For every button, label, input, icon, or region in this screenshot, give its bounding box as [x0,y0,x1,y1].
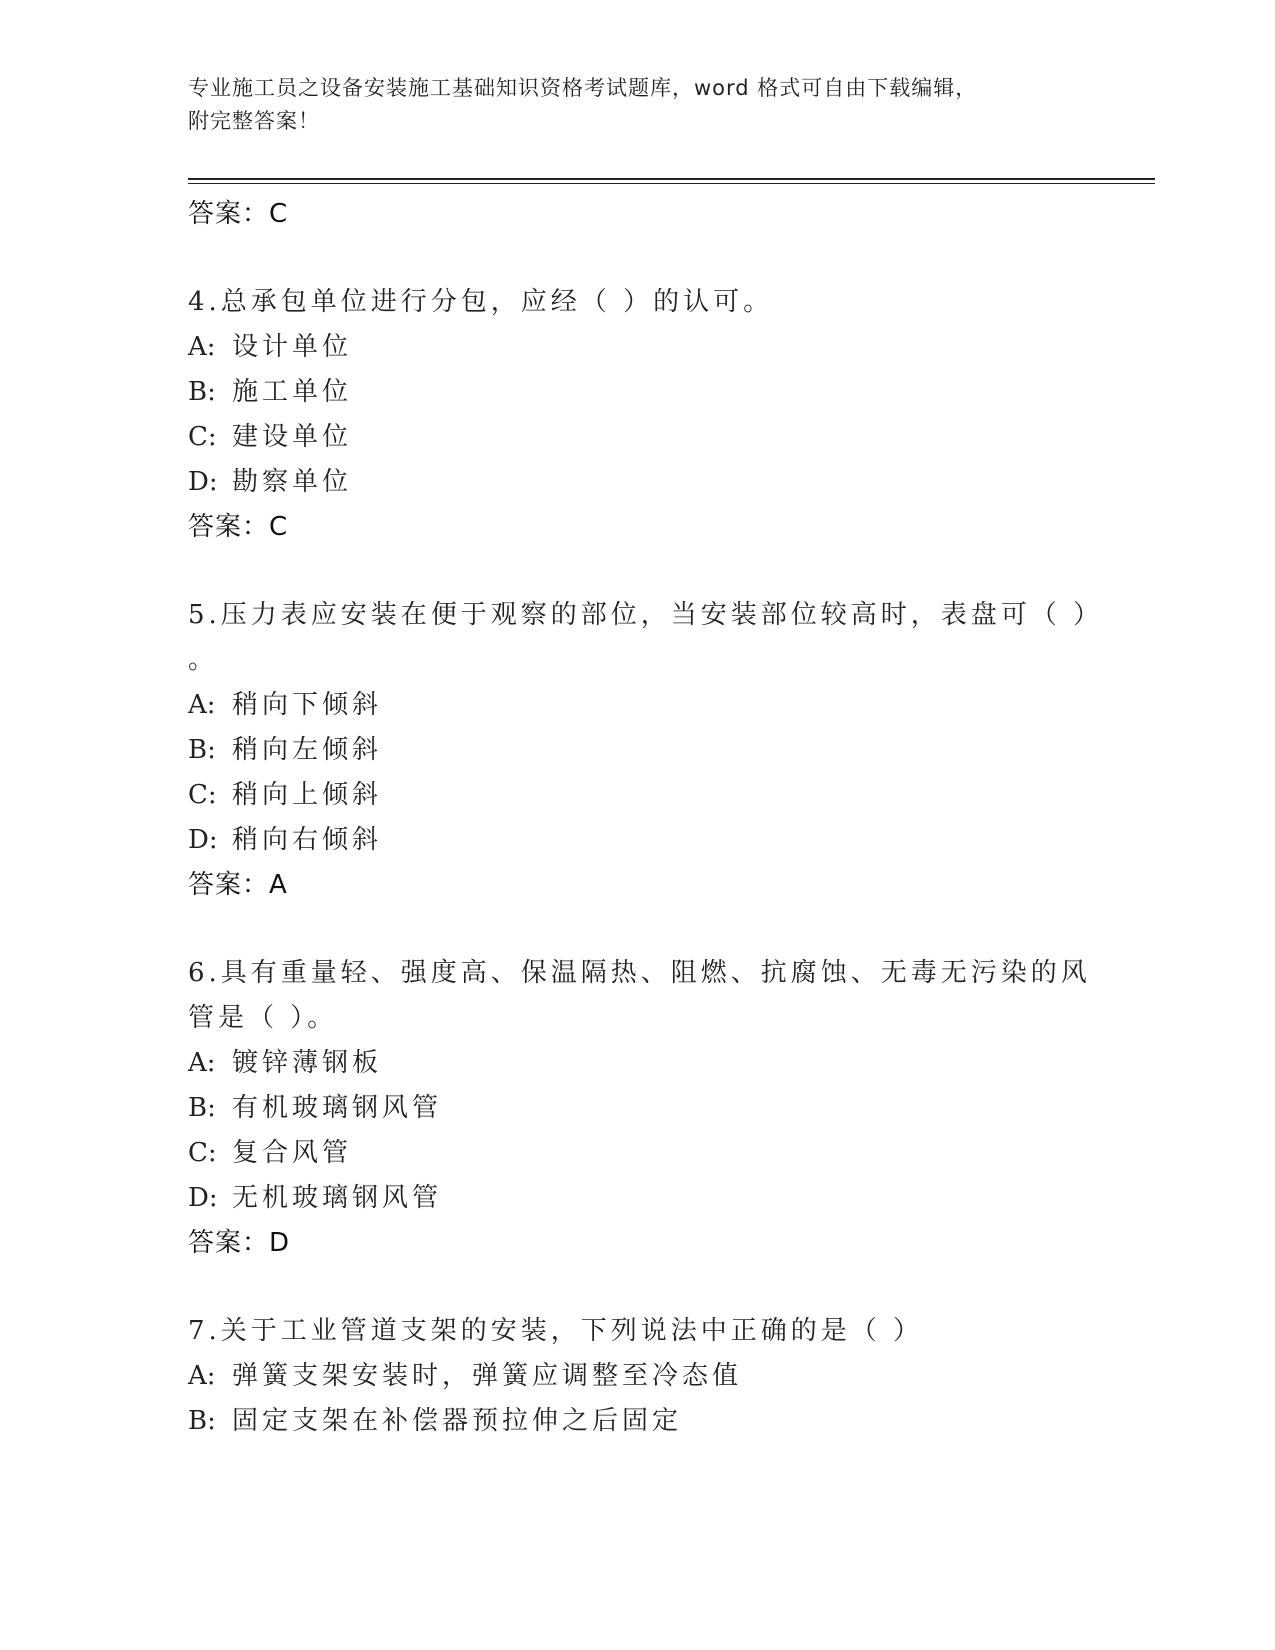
option-text: 无机玻璃钢风管 [232,1183,443,1213]
option-text: 弹簧支架安装时，弹簧应调整至冷态值 [232,1361,743,1391]
answer-value: C [269,512,289,542]
option-letter: B: [188,735,216,765]
option-c [188,415,1088,460]
question-text: 5.压力表应安装在便于观察的部位，当安装部位较高时，表盘可（ ） [188,600,1104,630]
option-letter: D: [188,1183,218,1213]
question-content [188,192,1104,1444]
question-text: 4.总承包单位进行分包，应经（ ）的认可。 [188,287,774,317]
option-text: 施工单位 [232,377,353,407]
option-text: 稍向上倾斜 [232,780,383,810]
question-text: 6.具有重量轻、强度高、保温隔热、阻燃、抗腐蚀、无毒无污染的风 [188,958,1091,988]
document-header [188,72,1088,138]
option-letter: B: [188,1093,216,1123]
option-a [188,325,1088,370]
question-block [188,1309,1088,1444]
answer-label: 答案： [188,512,270,542]
question-text: 7.关于工业管道支架的安装，下列说法中正确的是（ ） [188,1316,924,1346]
option-d [188,818,1088,863]
answer-line [188,1221,1088,1266]
option-text: 稍向右倾斜 [232,825,383,855]
option-b [188,370,1088,415]
option-letter: A: [188,690,216,720]
answer-label: 答案： [188,870,270,900]
header-rule-thin [188,183,1155,184]
option-letter: D: [188,825,218,855]
option-a [188,1041,1088,1086]
option-text: 固定支架在补偿器预拉伸之后固定 [232,1406,683,1436]
option-letter: C: [188,422,217,452]
option-c [188,1131,1088,1176]
option-text: 稍向下倾斜 [232,690,383,720]
option-letter: C: [188,1138,217,1168]
header-line-1: 专业施工员之设备安装施工基础知识资格考试题库，word 格式可自由下载编辑， [188,76,978,100]
option-letter: B: [188,377,216,407]
answer-label: 答案： [188,1228,270,1258]
option-b [188,1399,1088,1444]
option-c [188,773,1088,818]
question-text-continued: 管是（ ）。 [188,1003,338,1033]
option-a [188,1354,1088,1399]
option-letter: C: [188,780,217,810]
answer-value: A [269,870,288,900]
option-letter: A: [188,1361,216,1391]
question-block [188,593,1104,908]
answer-line [188,863,1088,908]
answer-line [188,505,1088,550]
option-letter: A: [188,332,216,362]
option-text: 稍向左倾斜 [232,735,383,765]
header-line-2: 附完整答案！ [188,109,320,133]
question-block [188,951,1091,1266]
answer-value: D [269,1228,291,1258]
option-b [188,1086,1088,1131]
option-letter: A: [188,1048,216,1078]
answer-line [188,192,1088,237]
header-rule-thick [188,178,1155,180]
option-letter: D: [188,467,218,497]
answer-value: C [269,199,289,229]
option-a [188,683,1088,728]
option-text: 有机玻璃钢风管 [232,1093,443,1123]
answer-label: 答案： [188,199,270,229]
option-text: 镀锌薄钢板 [232,1048,383,1078]
question-text-continued: 。 [188,645,219,675]
option-b [188,728,1088,773]
option-d [188,1176,1088,1221]
option-letter: B: [188,1406,216,1436]
option-text: 建设单位 [232,422,353,452]
option-text: 勘察单位 [232,467,353,497]
question-block [188,280,1088,550]
option-text: 设计单位 [232,332,353,362]
option-d [188,460,1088,505]
option-text: 复合风管 [232,1138,353,1168]
